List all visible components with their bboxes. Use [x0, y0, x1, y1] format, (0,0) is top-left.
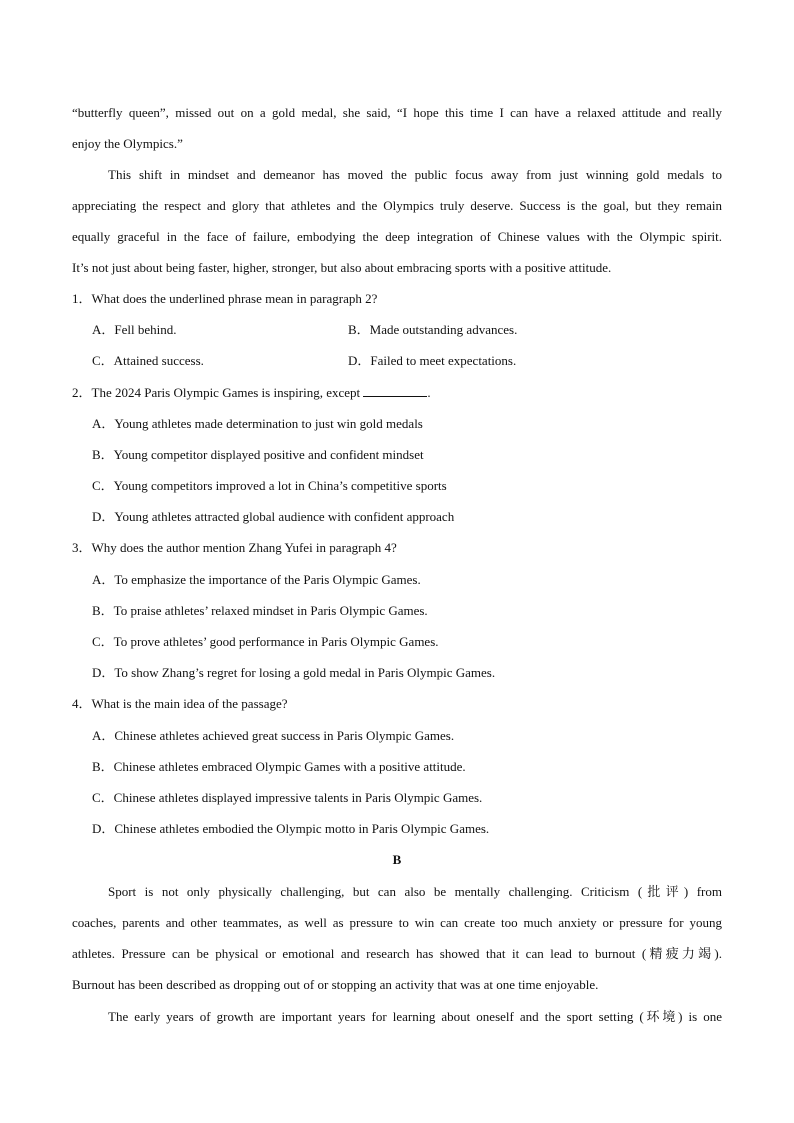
question-3-option-c[interactable]: C．To prove athletes’ good performance in Paris Olympic Games.: [92, 634, 439, 649]
question-4-option-a[interactable]: A．Chinese athletes achieved great success in Paris Olympic Games.: [92, 728, 455, 743]
question-2-option-b[interactable]: B．Young competitor displayed positive and confident mindset: [92, 447, 424, 462]
question-2-stem: [72, 384, 722, 401]
passage-b-p2-line-1: The early years of growth are important years for learning about oneself and the sport setting (环境) is one: [108, 1009, 722, 1024]
question-1-option-c[interactable]: C．Attained success.: [92, 353, 204, 368]
passage-a-p4-line-3: equally graceful in the face of failure, embodying the deep integration of Chinese values with the Olympic spirit.: [72, 229, 722, 244]
question-1-option-a[interactable]: A．Fell behind.: [92, 322, 177, 337]
question-2-stem-end: .: [427, 385, 431, 400]
question-2-stem-text: 2．The 2024 Paris Olympic Games is inspiring, except: [72, 385, 361, 400]
passage-b-p1-line-1: Sport is not only physically challenging, but can also be mentally challenging. Criticism (批评) from: [108, 884, 722, 899]
passage-a-p4-line-2: appreciating the respect and glory that athletes and the Olympics truly deserve. Success is the goal, but they remain: [72, 198, 722, 213]
question-1-stem: 1．What does the underlined phrase mean in paragraph 2?: [72, 291, 378, 306]
question-4-option-d[interactable]: D．Chinese athletes embodied the Olympic motto in Paris Olympic Games.: [92, 821, 490, 836]
question-4-option-b[interactable]: B．Chinese athletes embraced Olympic Games with a positive attitude.: [92, 759, 466, 774]
question-2-option-a[interactable]: A．Young athletes made determination to just win gold medals: [92, 416, 423, 431]
question-3-option-b[interactable]: B．To praise athletes’ relaxed mindset in Paris Olympic Games.: [92, 603, 428, 618]
question-1-option-d[interactable]: D．Failed to meet expectations.: [348, 353, 517, 368]
passage-b-p1-line-2: coaches, parents and other teammates, as well as pressure to win can create too much anxiety or pressure for young: [72, 915, 722, 930]
question-1-option-b[interactable]: B．Made outstanding advances.: [348, 322, 518, 337]
answer-blank[interactable]: [363, 384, 427, 397]
passage-b-p1-line-4: Burnout has been described as dropping out of or stopping an activity that was at one time enjoyable.: [72, 977, 599, 992]
passage-a-p4-line-1: This shift in mindset and demeanor has moved the public focus away from just winning gold medals to: [108, 167, 722, 182]
passage-a-p4-line-4: It’s not just about being faster, higher, stronger, but also about embracing sports with a positive attitude.: [72, 260, 612, 275]
question-4-stem: 4．What is the main idea of the passage?: [72, 696, 288, 711]
question-2-option-d[interactable]: D．Young athletes attracted global audience with confident approach: [92, 509, 455, 524]
question-3-option-a[interactable]: A．To emphasize the importance of the Paris Olympic Games.: [92, 572, 421, 587]
question-3-option-d[interactable]: D．To show Zhang’s regret for losing a gold medal in Paris Olympic Games.: [92, 665, 496, 680]
question-3-stem: 3．Why does the author mention Zhang Yufei in paragraph 4?: [72, 540, 397, 555]
passage-b-heading: B: [392, 852, 402, 867]
passage-a-p3-line-1: “butterfly queen”, missed out on a gold medal, she said, “I hope this time I can have a relaxed attitude and really: [72, 105, 722, 120]
passage-b-p1-line-3: athletes. Pressure can be physical or emotional and research has showed that it can lead to burnout (精疲力竭).: [72, 946, 722, 961]
question-4-option-c[interactable]: C．Chinese athletes displayed impressive talents in Paris Olympic Games.: [92, 790, 483, 805]
question-2-option-c[interactable]: C．Young competitors improved a lot in China’s competitive sports: [92, 478, 447, 493]
passage-a-p3-line-2: enjoy the Olympics.”: [72, 136, 183, 151]
